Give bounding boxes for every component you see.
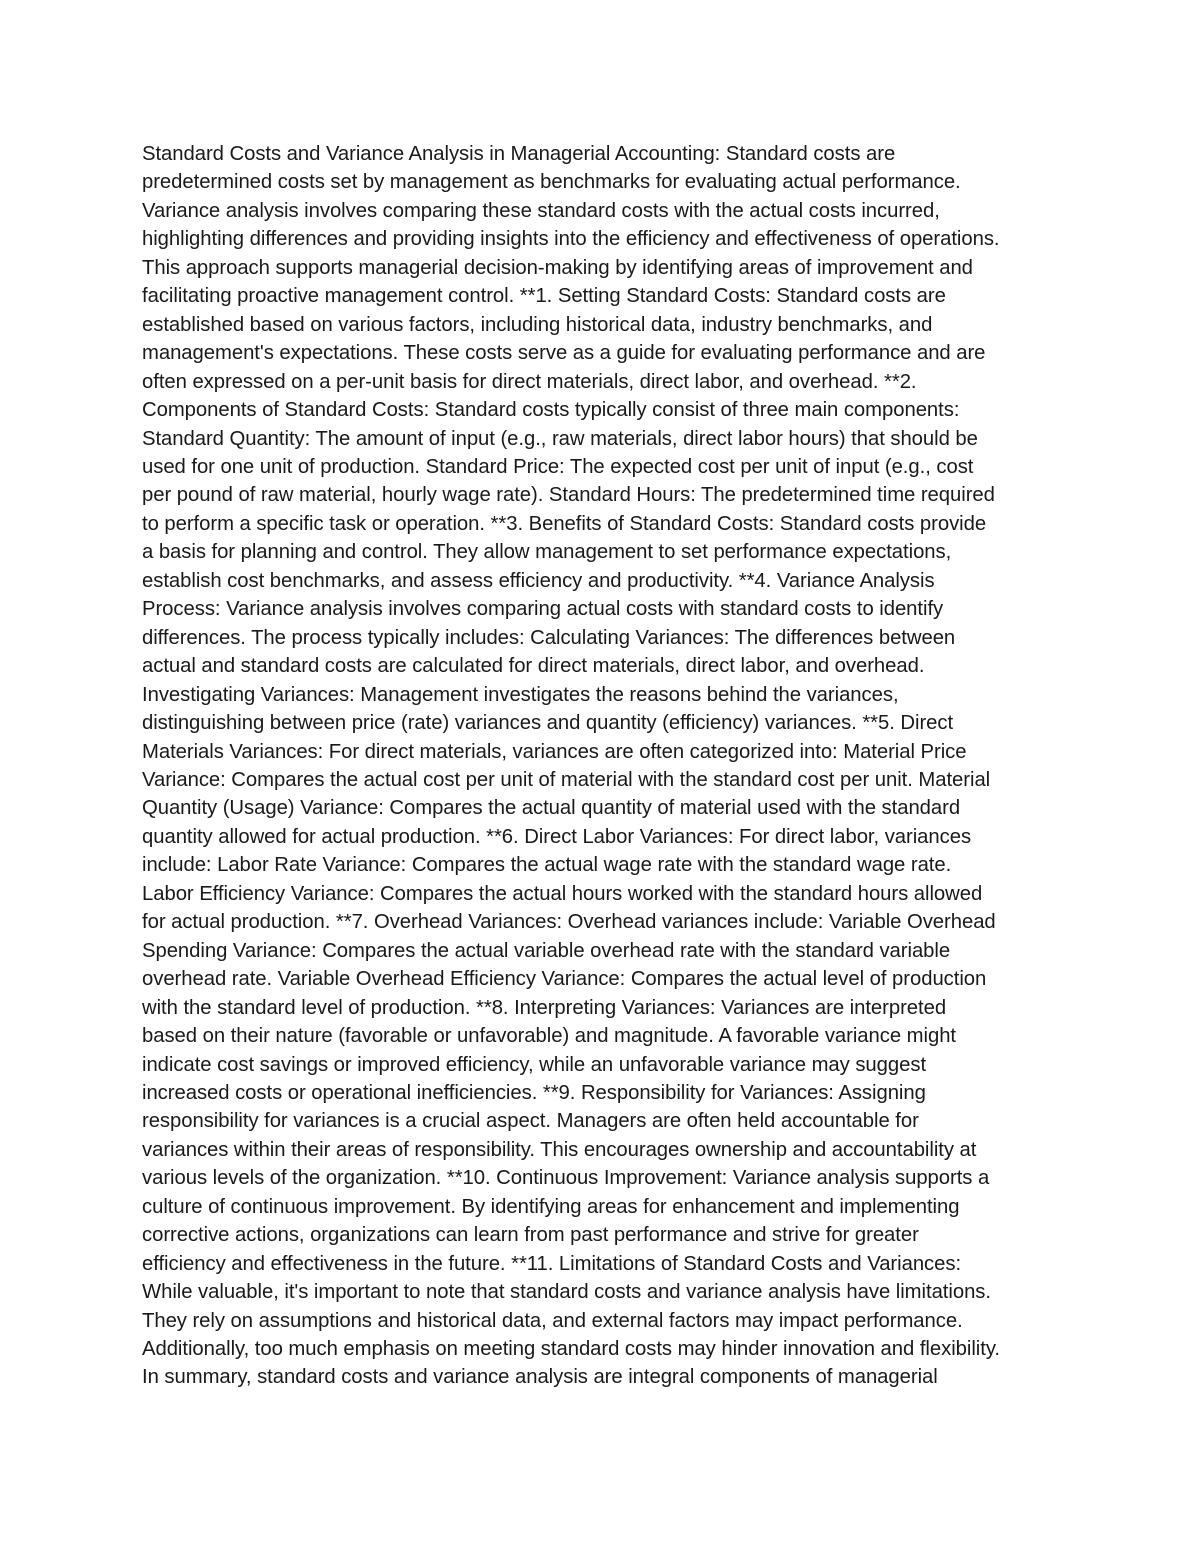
text-line: Labor Efficiency Variance: Compares the actual hours worked with the standard hours allowed: [142, 882, 983, 905]
text-line: Process: Variance analysis involves comparing actual costs with standard costs to identify: [142, 598, 944, 621]
text-line: increased costs or operational inefficiencies. **9. Responsibility for Variances: Assigning: [142, 1081, 926, 1104]
text-line: Investigating Variances: Management investigates the reasons behind the variances,: [142, 683, 899, 706]
text-line: management's expectations. These costs serve as a guide for evaluating performance and are: [142, 342, 986, 365]
text-line: predetermined costs set by management as benchmarks for evaluating actual performance.: [142, 171, 961, 194]
text-line: include: Labor Rate Variance: Compares the actual wage rate with the standard wage rate.: [142, 854, 952, 877]
text-line: overhead rate. Variable Overhead Efficiency Variance: Compares the actual level of production: [142, 968, 987, 991]
text-line: Quantity (Usage) Variance: Compares the actual quantity of material used with the standard: [142, 797, 961, 820]
body-text: [142, 140, 1082, 1392]
text-line: actual and standard costs are calculated for direct materials, direct labor, and overhead.: [142, 655, 925, 678]
text-line: often expressed on a per-unit basis for direct materials, direct labor, and overhead. **2.: [142, 370, 917, 393]
text-line: While valuable, it's important to note that standard costs and variance analysis have limitations.: [142, 1281, 991, 1304]
text-line: for actual production. **7. Overhead Variances: Overhead variances include: Variable Overhead: [142, 911, 996, 934]
text-line: established based on various factors, including historical data, industry benchmarks, and: [142, 313, 933, 336]
text-line: Components of Standard Costs: Standard costs typically consist of three main components:: [142, 399, 960, 422]
text-line: This approach supports managerial decision-making by identifying areas of improvement and: [142, 256, 973, 279]
text-line: per pound of raw material, hourly wage rate). Standard Hours: The predetermined time required: [142, 484, 995, 507]
text-line: highlighting differences and providing insights into the efficiency and effectiveness of operations.: [142, 228, 1000, 251]
text-line: indicate cost savings or improved efficiency, while an unfavorable variance may suggest: [142, 1053, 927, 1076]
text-line: establish cost benchmarks, and assess efficiency and productivity. **4. Variance Analysis: [142, 569, 935, 592]
text-line: various levels of the organization. **10. Continuous Improvement: Variance analysis supports a: [142, 1167, 990, 1190]
text-line: variances within their areas of responsibility. This encourages ownership and accountability at: [142, 1138, 977, 1161]
text-line: distinguishing between price (rate) variances and quantity (efficiency) variances. **5. Direct: [142, 712, 954, 735]
text-line: Additionally, too much emphasis on meeting standard costs may hinder innovation and flexibility.: [142, 1338, 1000, 1361]
text-line: In summary, standard costs and variance analysis are integral components of managerial: [142, 1366, 938, 1389]
text-line: differences. The process typically includes: Calculating Variances: The differences between: [142, 626, 956, 649]
text-line: Variance: Compares the actual cost per unit of material with the standard cost per unit. Material: [142, 768, 991, 791]
text-line: corrective actions, organizations can learn from past performance and strive for greater: [142, 1224, 919, 1247]
text-line: based on their nature (favorable or unfavorable) and magnitude. A favorable variance might: [142, 1025, 957, 1048]
text-line: They rely on assumptions and historical data, and external factors may impact performance.: [142, 1309, 963, 1332]
text-line: Standard Quantity: The amount of input (e.g., raw materials, direct labor hours) that should be: [142, 427, 978, 450]
text-line: quantity allowed for actual production. **6. Direct Labor Variances: For direct labor, variances: [142, 825, 972, 848]
text-line: with the standard level of production. **8. Interpreting Variances: Variances are interpreted: [142, 996, 947, 1019]
text-line: Materials Variances: For direct materials, variances are often categorized into: Material Price: [142, 740, 967, 763]
text-line: responsibility for variances is a crucial aspect. Managers are often held accountable for: [142, 1110, 919, 1133]
text-line: Standard Costs and Variance Analysis in Managerial Accounting: Standard costs are: [142, 143, 896, 165]
text-line: a basis for planning and control. They allow management to set performance expectations,: [142, 541, 952, 564]
text-line: Spending Variance: Compares the actual variable overhead rate with the standard variable: [142, 939, 951, 962]
text-line: facilitating proactive management control. **1. Setting Standard Costs: Standard costs are: [142, 285, 946, 308]
text-line: Variance analysis involves comparing these standard costs with the actual costs incurred,: [142, 199, 940, 222]
text-line: culture of continuous improvement. By identifying areas for enhancement and implementing: [142, 1195, 960, 1218]
text-line: to perform a specific task or operation. **3. Benefits of Standard Costs: Standard costs provide: [142, 512, 987, 535]
text-line: efficiency and effectiveness in the future. **11. Limitations of Standard Costs and Variances:: [142, 1252, 962, 1275]
text-line: used for one unit of production. Standard Price: The expected cost per unit of input (e.g., cost: [142, 455, 974, 478]
